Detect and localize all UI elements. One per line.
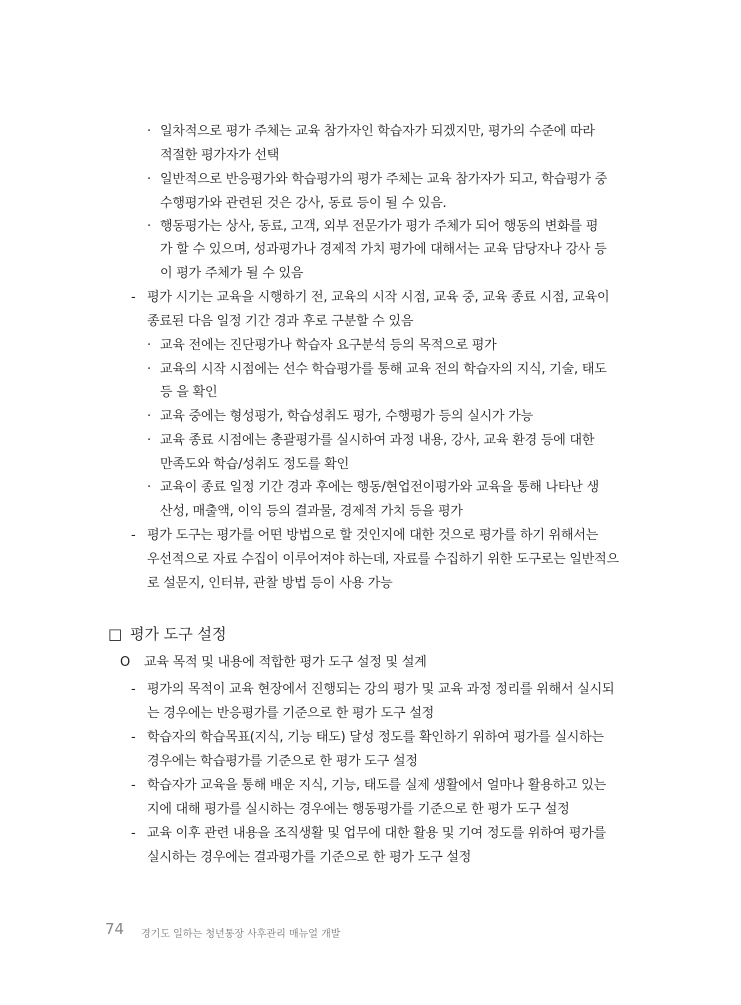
- bullet-mark: ·: [147, 219, 152, 234]
- text-line: 교육이 종료 일정 기간 경과 후에는 행동/현업전이평가와 교육을 통해 나타난 생: [160, 480, 599, 495]
- dash-mark: -: [131, 290, 136, 305]
- dash-mark: -: [131, 778, 136, 793]
- text-line: 학습자의 학습목표(지식, 기능 태도) 달성 정도를 확인하기 위하여 평가를 실시하는: [147, 730, 604, 745]
- bullet-mark: ·: [147, 433, 152, 448]
- text-line: 로 설문지, 인터뷰, 관찰 방법 등이 사용 가능: [147, 576, 393, 591]
- sub-heading-mark: O: [120, 655, 131, 670]
- text-line: 수행평가와 관련된 것은 강사, 동료 등이 될 수 있음.: [160, 196, 447, 211]
- bullet-mark: ·: [147, 409, 152, 424]
- text-line: 교육의 시작 시점에는 선수 학습평가를 통해 교육 전의 학습자의 지식, 기술, 태도: [160, 362, 607, 377]
- bullet-mark: ·: [147, 338, 152, 353]
- text-line: 교육 중에는 형성평가, 학습성취도 평가, 수행평가 등의 실시가 가능: [160, 409, 533, 424]
- bullet-mark: ·: [147, 480, 152, 495]
- text-line: 경우에는 학습평가를 기준으로 한 평가 도구 설정: [147, 754, 418, 769]
- text-line: 종료된 다음 일정 기간 경과 후로 구분할 수 있음: [147, 314, 414, 329]
- page-number: 74: [105, 920, 125, 938]
- text-line: 가 할 수 있으며, 성과평가나 경제적 가치 평가에 대해서는 교육 담당자나 강사 등: [160, 242, 607, 257]
- text-line: 는 경우에는 반응평가를 기준으로 한 평가 도구 설정: [147, 706, 435, 721]
- dash-mark: -: [131, 682, 136, 697]
- dash-mark: -: [131, 826, 136, 841]
- text-line: 학습자가 교육을 통해 배운 지식, 기능, 태도를 실제 생활에서 얼마나 활용하고 있는: [147, 778, 606, 793]
- dash-mark: -: [131, 730, 136, 745]
- text-line: 일반적으로 반응평가와 학습평가의 평가 주체는 교육 참가자가 되고, 학습평가 중: [160, 172, 608, 187]
- text-line: 교육 이후 관련 내용을 조직생활 및 업무에 대한 활용 및 기여 정도를 위하여 평가를: [147, 826, 606, 841]
- section-heading: 평가 도구 설정: [130, 625, 227, 643]
- text-line: 우선적으로 자료 수집이 이루어져야 하는데, 자료를 수집하기 위한 도구로는 일반적으: [147, 552, 619, 567]
- bullet-mark: ·: [147, 124, 152, 139]
- text-line: 실시하는 경우에는 결과평가를 기준으로 한 평가 도구 설정: [147, 850, 472, 865]
- dash-mark: -: [131, 528, 136, 543]
- text-line: 산성, 매출액, 이익 등의 결과물, 경제적 가치 등을 평가: [160, 504, 463, 519]
- text-line: 평가 도구는 평가를 어떤 방법으로 할 것인지에 대한 것으로 평가를 하기 위해서는: [147, 528, 599, 543]
- text-line: 교육 전에는 진단평가나 학습자 요구분석 등의 목적으로 평가: [160, 338, 497, 353]
- text-line: 평가 시기는 교육을 시행하기 전, 교육의 시작 시점, 교육 중, 교육 종료 시점, 교육이: [147, 290, 610, 305]
- text-line: 평가의 목적이 교육 현장에서 진행되는 강의 평가 및 교육 과정 정리를 위해서 실시되: [147, 682, 615, 697]
- text-line: 만족도와 학습/성취도 정도를 확인: [160, 457, 349, 472]
- bullet-mark: ·: [147, 362, 152, 377]
- text-line: 교육 종료 시점에는 총괄평가를 실시하여 과정 내용, 강사, 교육 환경 등에 대한: [160, 433, 595, 448]
- text-line: 행동평가는 상사, 동료, 고객, 외부 전문가가 평가 주체가 되어 행동의 변화를 평: [160, 219, 599, 234]
- text-line: 이 평가 주체가 될 수 있음: [160, 266, 304, 281]
- sub-heading: 교육 목적 및 내용에 적합한 평가 도구 설정 및 설계: [144, 655, 427, 670]
- text-line: 적절한 평가자가 선택: [160, 148, 280, 163]
- text-line: 지에 대해 평가를 실시하는 경우에는 행동평가를 기준으로 한 평가 도구 설정: [147, 802, 570, 817]
- bullet-mark: ·: [147, 172, 152, 187]
- text-line: 등 을 확인: [160, 385, 218, 400]
- footer-title: 경기도 일하는 청년통장 사후관리 매뉴얼 개발: [141, 929, 341, 940]
- section-heading-mark: □: [108, 625, 123, 643]
- text-line: 일차적으로 평가 주체는 교육 참가자인 학습자가 되겠지만, 평가의 수준에 따라: [160, 124, 595, 139]
